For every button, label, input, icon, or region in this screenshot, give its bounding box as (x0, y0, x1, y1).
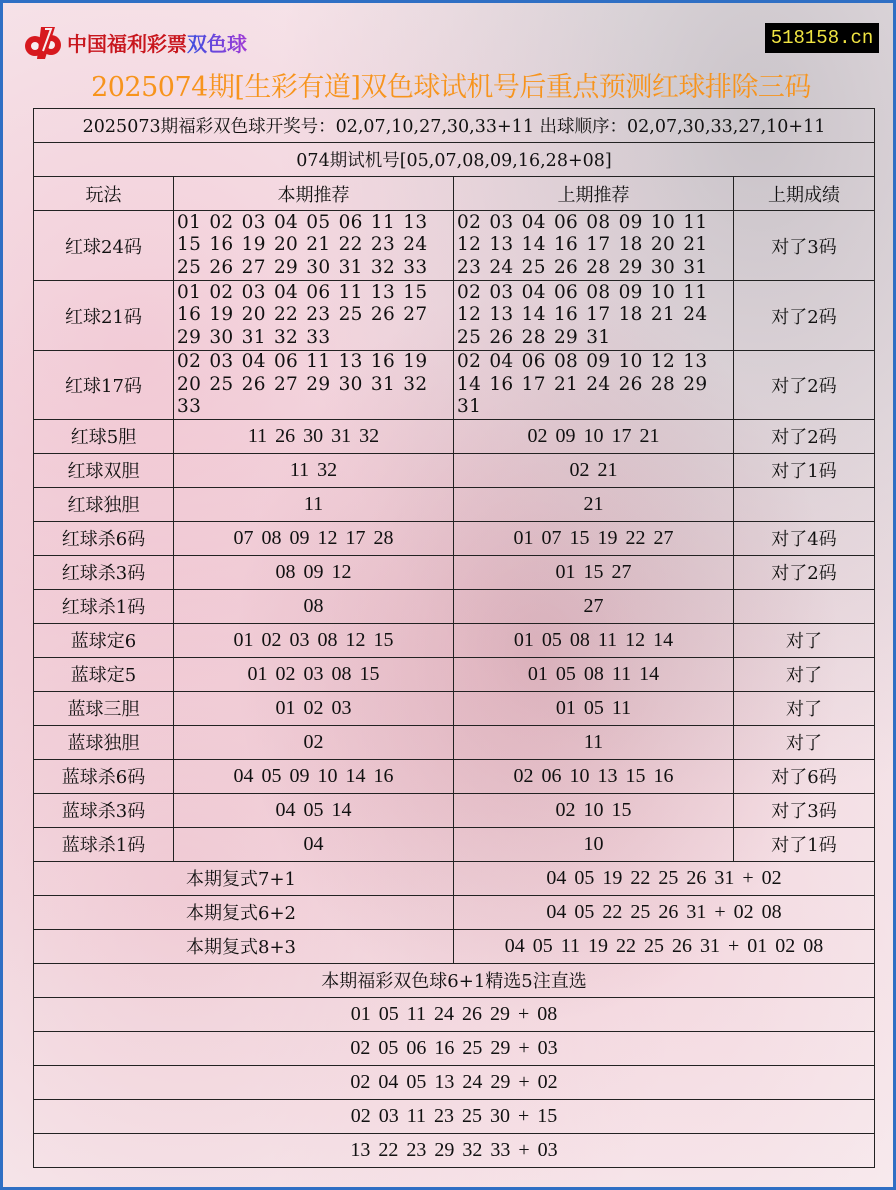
fushi-row (34, 861, 875, 895)
previous-recommend: 01 07 15 19 22 27 (454, 521, 734, 555)
previous-result: 对了2码 (734, 281, 875, 351)
page-title: 2025074期[生彩有道]双色球试机号后重点预测红球排除三码 (91, 72, 811, 103)
previous-recommend: 02 21 (454, 453, 734, 487)
prediction-table (33, 108, 875, 1168)
previous-result: 对了 (734, 691, 875, 725)
fushi-row (34, 929, 875, 963)
pick-row (34, 1065, 875, 1099)
play-label: 蓝球独胆 (34, 725, 174, 759)
previous-recommend: 10 (454, 827, 734, 861)
previous-recommend: 02 04 06 08 09 10 12 13 14 16 17 21 24 26 28 29 31 (454, 351, 734, 420)
previous-recommend: 27 (454, 589, 734, 623)
pick-numbers: 02 03 11 23 25 30 + 15 (34, 1099, 875, 1133)
column-header-play: 玩法 (34, 177, 174, 211)
play-label: 红球21码 (34, 281, 174, 351)
current-recommend: 08 (174, 589, 454, 623)
current-recommend: 01 02 03 08 12 15 (174, 623, 454, 657)
play-label: 红球独胆 (34, 487, 174, 521)
picks-title: 本期福彩双色球6+1精选5注直选 (34, 963, 875, 997)
play-label: 蓝球杀6码 (34, 759, 174, 793)
current-recommend: 04 05 14 (174, 793, 454, 827)
table-row (34, 419, 875, 453)
previous-recommend: 21 (454, 487, 734, 521)
table-row (34, 623, 875, 657)
current-recommend: 11 (174, 487, 454, 521)
play-label: 红球5胆 (34, 419, 174, 453)
previous-recommend: 02 09 10 17 21 (454, 419, 734, 453)
previous-result: 对了3码 (734, 793, 875, 827)
current-recommend: 04 (174, 827, 454, 861)
fushi-numbers: 04 05 11 19 22 25 26 31 + 01 02 08 (454, 929, 875, 963)
table-row (34, 725, 875, 759)
play-label: 蓝球三胆 (34, 691, 174, 725)
column-header-current: 本期推荐 (174, 177, 454, 211)
picks-title-row (34, 963, 875, 997)
table-row (34, 487, 875, 521)
column-header-result: 上期成绩 (734, 177, 875, 211)
pick-row (34, 1031, 875, 1065)
draw-info: 2025073期福彩双色球开奖号：02,07,10,27,30,33+11 出球顺序：02,07,30,33,27,10+11 (34, 109, 875, 143)
column-header-previous: 上期推荐 (454, 177, 734, 211)
pick-numbers: 01 05 11 24 26 29 + 08 (34, 997, 875, 1031)
previous-recommend: 02 03 04 06 08 09 10 11 12 13 14 16 17 18 21 24 25 26 28 29 31 (454, 281, 734, 351)
pick-row (34, 997, 875, 1031)
trial-number: 074期试机号[05,07,08,09,16,28+08] (34, 143, 875, 177)
previous-result: 对了6码 (734, 759, 875, 793)
lottery-logo (21, 25, 247, 59)
previous-recommend: 01 05 08 11 14 (454, 657, 734, 691)
play-label: 红球杀3码 (34, 555, 174, 589)
previous-result: 对了3码 (734, 211, 875, 281)
table-row (34, 691, 875, 725)
current-recommend: 11 26 30 31 32 (174, 419, 454, 453)
draw-info-row (34, 109, 875, 143)
table-row (34, 351, 875, 420)
fushi-label: 本期复式7+1 (34, 861, 454, 895)
current-recommend: 01 02 03 08 15 (174, 657, 454, 691)
current-recommend: 02 03 04 06 11 13 16 19 20 25 26 27 29 30 31 32 33 (174, 351, 454, 420)
trial-number-row (34, 143, 875, 177)
previous-recommend: 02 10 15 (454, 793, 734, 827)
previous-recommend: 02 06 10 13 15 16 (454, 759, 734, 793)
previous-recommend: 01 05 11 (454, 691, 734, 725)
fushi-label: 本期复式8+3 (34, 929, 454, 963)
previous-recommend: 01 15 27 (454, 555, 734, 589)
fushi-numbers: 04 05 22 25 26 31 + 02 08 (454, 895, 875, 929)
current-recommend: 02 (174, 725, 454, 759)
logo-text (67, 28, 247, 57)
play-label: 蓝球定6 (34, 623, 174, 657)
column-header-row (34, 177, 875, 211)
table-row (34, 657, 875, 691)
table-row (34, 827, 875, 861)
current-recommend: 01 02 03 (174, 691, 454, 725)
current-recommend: 11 32 (174, 453, 454, 487)
current-recommend: 01 02 03 04 05 06 11 13 15 16 19 20 21 22 23 24 25 26 27 29 30 31 32 33 (174, 211, 454, 281)
play-label: 红球17码 (34, 351, 174, 420)
previous-result (734, 487, 875, 521)
pick-row (34, 1099, 875, 1133)
previous-result: 对了4码 (734, 521, 875, 555)
current-recommend: 07 08 09 12 17 28 (174, 521, 454, 555)
previous-recommend: 01 05 08 11 12 14 (454, 623, 734, 657)
play-label: 红球杀1码 (34, 589, 174, 623)
previous-result: 对了2码 (734, 555, 875, 589)
previous-result: 对了1码 (734, 827, 875, 861)
table-row (34, 453, 875, 487)
fushi-label: 本期复式6+2 (34, 895, 454, 929)
logo-text-main: 中国福利彩票 (67, 31, 187, 56)
table-row (34, 281, 875, 351)
previous-result: 对了 (734, 725, 875, 759)
table-row (34, 555, 875, 589)
table-row (34, 521, 875, 555)
play-label: 蓝球杀1码 (34, 827, 174, 861)
fushi-row (34, 895, 875, 929)
site-badge: 518158.cn (765, 23, 879, 53)
previous-recommend: 11 (454, 725, 734, 759)
fushi-numbers: 04 05 19 22 25 26 31 + 02 (454, 861, 875, 895)
pick-numbers: 13 22 23 29 32 33 + 03 (34, 1133, 875, 1167)
previous-recommend: 02 03 04 06 08 09 10 11 12 13 14 16 17 18 20 21 23 24 25 26 28 29 30 31 (454, 211, 734, 281)
table-row (34, 793, 875, 827)
pick-numbers: 02 05 06 16 25 29 + 03 (34, 1031, 875, 1065)
pick-row (34, 1133, 875, 1167)
previous-result: 对了1码 (734, 453, 875, 487)
pick-numbers: 02 04 05 13 24 29 + 02 (34, 1065, 875, 1099)
previous-result: 对了2码 (734, 419, 875, 453)
play-label: 红球双胆 (34, 453, 174, 487)
current-recommend: 04 05 09 10 14 16 (174, 759, 454, 793)
current-recommend: 01 02 03 04 06 11 13 15 16 19 20 22 23 25 26 27 29 30 31 32 33 (174, 281, 454, 351)
cwl-logo-icon (21, 25, 63, 59)
table-row (34, 211, 875, 281)
play-label: 红球杀6码 (34, 521, 174, 555)
previous-result: 对了2码 (734, 351, 875, 420)
play-label: 红球24码 (34, 211, 174, 281)
play-label: 蓝球定5 (34, 657, 174, 691)
play-label: 蓝球杀3码 (34, 793, 174, 827)
previous-result (734, 589, 875, 623)
current-recommend: 08 09 12 (174, 555, 454, 589)
previous-result: 对了 (734, 657, 875, 691)
logo-text-accent: 双色球 (187, 31, 247, 56)
previous-result: 对了 (734, 623, 875, 657)
table-row (34, 589, 875, 623)
table-row (34, 759, 875, 793)
